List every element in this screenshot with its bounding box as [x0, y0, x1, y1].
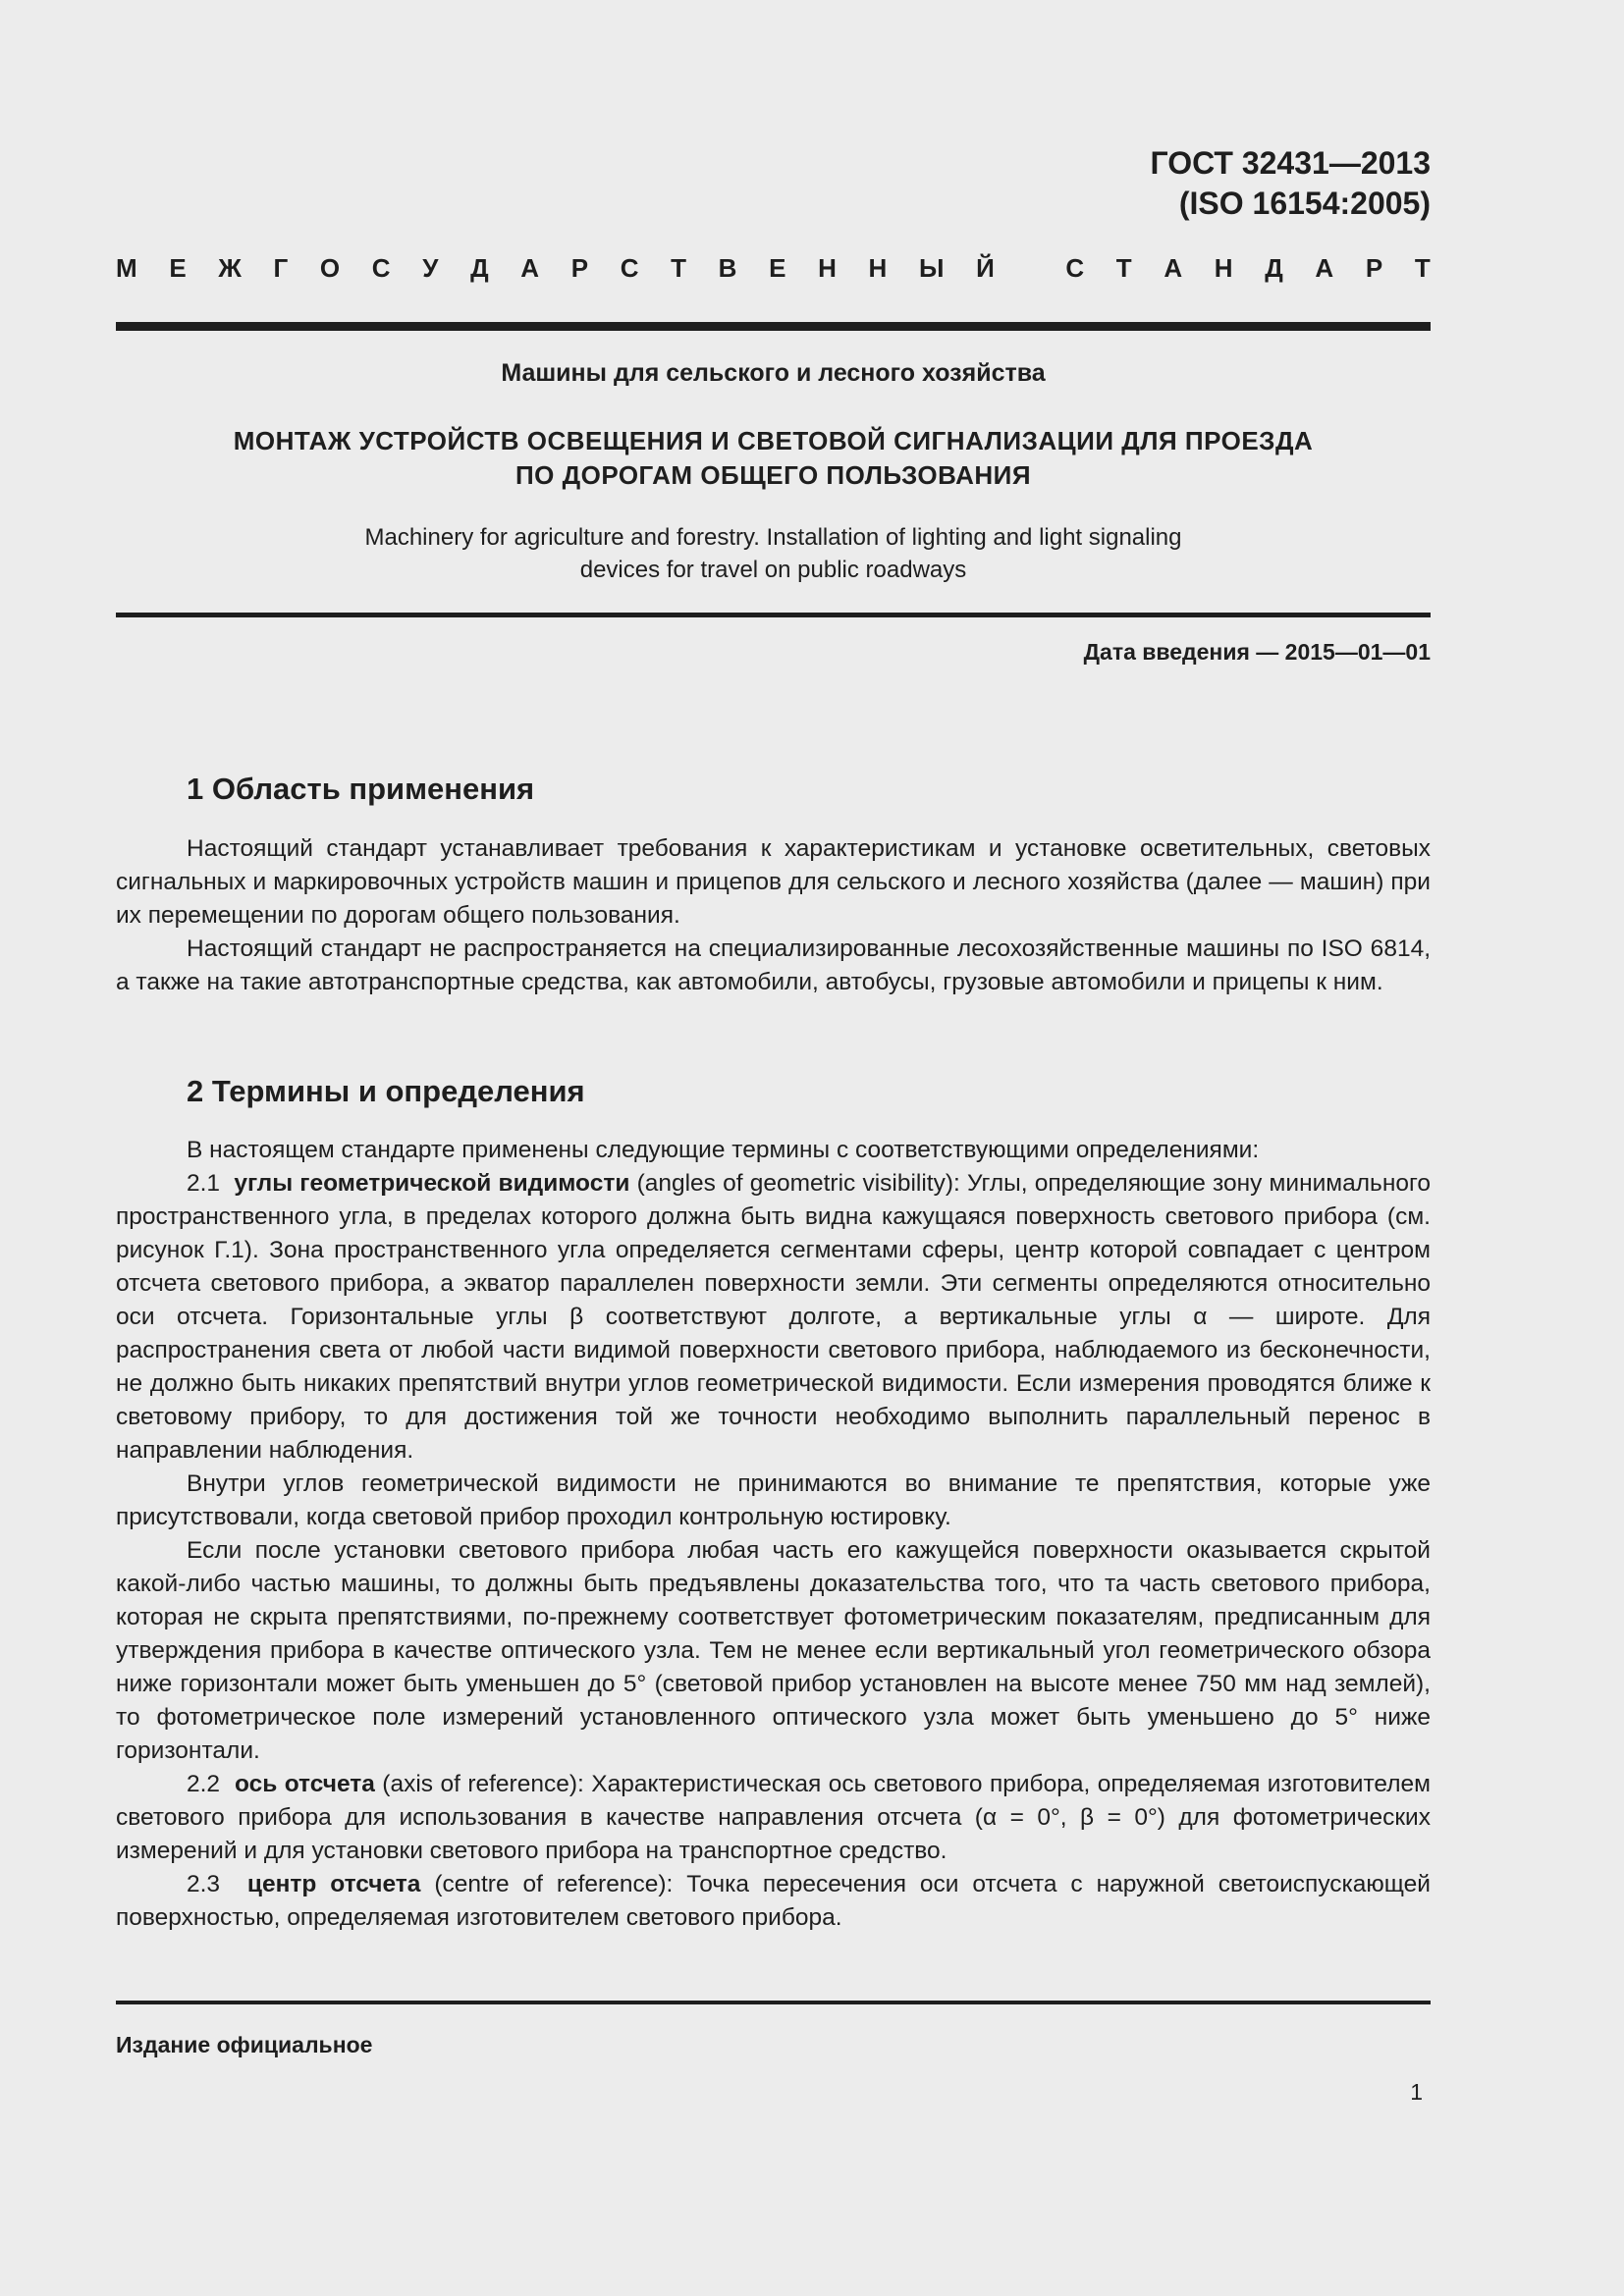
term-2-1-definition: (angles of geometric visibility): Углы, определяющие зону минимального пространственного угла, в пределах которого должна быть видна кажущаяся поверхность светового прибора (см. рисунок Г.1). Зона пространственного угла определяется сегментами сферы, центр которой совпадает с центром отсчета светового прибора, а экватор параллелен поверхности земли. Эти сегменты определяются относительно оси отсчета. Горизонтальные углы β соответствуют долготе, а вертикальные углы α — широте. Для распространения света от любой части видимой поверхности светового прибора, наблюдаемого из бесконечности, не должно быть никаких препятствий внутри углов геометрической видимости. Если измерения проводятся ближе к световому прибору, то для достижения той же точности необходимо выполнить параллельный перенос в направлении наблюдения.	[116, 1170, 1432, 1464]
title-bottom-rule	[116, 613, 1431, 617]
section-2-heading: 2 Термины и определения	[187, 1074, 585, 1108]
interstate-letter: Ы	[918, 253, 945, 283]
paragraph-if-after-install: Если после установки светового прибора любая часть его кажущейся поверхности оказывается скрытой какой-либо частью машины, то должны быть предъявлены доказательства того, что та часть светового прибора, которая не скрыта препятствиями, по-прежнему соответствует фотометрическим показателям, предписанным для утверждения прибора в качестве оптического узла. Тем не менее если вертикальный угол геометрического обзора ниже горизонтали может быть уменьшен до 5° (световой прибор установлен на высоте менее 750 мм над землей), то фотометрическое поле измерений установленного оптического узла может быть уменьшено до 5° ниже горизонтали.	[116, 1537, 1431, 1764]
interstate-letter: Р	[570, 253, 589, 283]
interstate-letter: У	[422, 253, 439, 283]
interstate-letter: Е	[169, 253, 187, 283]
interstate-letter: Т	[1414, 253, 1431, 283]
main-title	[116, 424, 1431, 493]
interstate-letter: Д	[470, 253, 489, 283]
main-title-line1: МОНТАЖ УСТРОЙСТВ ОСВЕЩЕНИЯ И СВЕТОВОЙ СИГНАЛИЗАЦИИ ДЛЯ ПРОЕЗДА	[233, 426, 1314, 455]
interstate-letter: Т	[671, 253, 687, 283]
interstate-letter: О	[319, 253, 341, 283]
document-page	[116, 0, 1431, 2296]
interstate-letter: Н	[868, 253, 888, 283]
term-2-2-name: ось отсчета	[234, 1771, 375, 1797]
interstate-letter: С	[1065, 253, 1085, 283]
english-title-line1: Machinery for agriculture and forestry. Installation of lighting and light signaling	[364, 524, 1182, 551]
gost-code: ГОСТ 32431—2013	[1150, 145, 1431, 181]
english-title-line2: devices for travel on public roadways	[579, 557, 967, 583]
interstate-letter: С	[371, 253, 391, 283]
interstate-letter: А	[1164, 253, 1183, 283]
iso-code: (ISO 16154:2005)	[1178, 186, 1431, 221]
interstate-letter: А	[520, 253, 540, 283]
interstate-letter	[1026, 253, 1033, 284]
standard-code	[1150, 143, 1431, 224]
interstate-standard-label	[116, 253, 1431, 284]
page-number: 1	[1410, 2079, 1423, 2105]
interstate-letter: Н	[818, 253, 837, 283]
section-1-body	[116, 832, 1431, 999]
term-2-3-number: 2.3	[187, 1871, 221, 1897]
interstate-letter: Г	[273, 253, 289, 283]
term-2-2-definition: (axis of reference): Характеристическая ось светового прибора, определяемая изготовителем светового прибора для использования в качестве направления отсчета (α = 0°, β = 0°) для фотометрических измерений и для установки светового прибора на транспортное средство.	[116, 1771, 1431, 1864]
term-2-1-name: углы геометрической видимости	[234, 1170, 630, 1197]
interstate-letter: Н	[1214, 253, 1233, 283]
section-2-intro: В настоящем стандарте применены следующие термины с соответствующими определениями:	[187, 1137, 1260, 1163]
term-2-3-definition: (centre of reference): Точка пересечения оси отсчета с наружной светоиспускающей поверхностью, определяемая изготовителем светового прибора.	[116, 1871, 1431, 1931]
paragraph-inside-angles: Внутри углов геометрической видимости не принимаются во внимание те препятствия, которые уже присутствовали, когда световой прибор проходил контрольную юстировку.	[116, 1470, 1431, 1530]
interstate-letter: Й	[976, 253, 995, 283]
interstate-letter: Д	[1265, 253, 1283, 283]
top-thick-rule	[116, 322, 1431, 331]
term-2-3	[116, 1868, 1431, 1935]
interstate-letter: Ж	[218, 253, 242, 283]
interstate-letter: А	[1315, 253, 1334, 283]
interstate-letter: Т	[1115, 253, 1132, 283]
interstate-letter: М	[116, 253, 137, 283]
term-2-3-name: центр отсчета	[246, 1871, 421, 1897]
interstate-letter: С	[620, 253, 639, 283]
interstate-letter: Р	[1365, 253, 1383, 283]
term-2-2-number: 2.2	[187, 1771, 221, 1797]
interstate-letter: Е	[769, 253, 786, 283]
subtitle: Машины для сельского и лесного хозяйства	[501, 359, 1046, 387]
english-title	[116, 521, 1431, 586]
section-1-heading: 1 Область применения	[187, 772, 535, 806]
interstate-letter: В	[718, 253, 737, 283]
section-1-paragraph-1: Настоящий стандарт устанавливает требования к характеристикам и установке осветительных, световых сигнальных и маркировочных устройств машин и прицепов для сельского и лесного хозяйства (далее — машин) при их перемещении по дорогам общего пользования.	[116, 835, 1431, 929]
official-edition-label: Издание официальное	[116, 2032, 373, 2057]
section-2-body	[116, 1134, 1431, 1935]
section-1-paragraph-2: Настоящий стандарт не распространяется на специализированные лесохозяйственные машины по ISO 6814, а также на такие автотранспортные средства, как автомобили, автобусы, грузовые автомобили и прицепы к ним.	[116, 935, 1431, 995]
term-2-1-number: 2.1	[187, 1170, 221, 1197]
footer-rule	[116, 2001, 1431, 2004]
term-2-1	[116, 1167, 1431, 1468]
main-title-line2: ПО ДОРОГАМ ОБЩЕГО ПОЛЬЗОВАНИЯ	[514, 460, 1032, 490]
introduction-date: Дата введения — 2015—01—01	[1083, 639, 1431, 665]
term-2-2	[116, 1768, 1431, 1868]
